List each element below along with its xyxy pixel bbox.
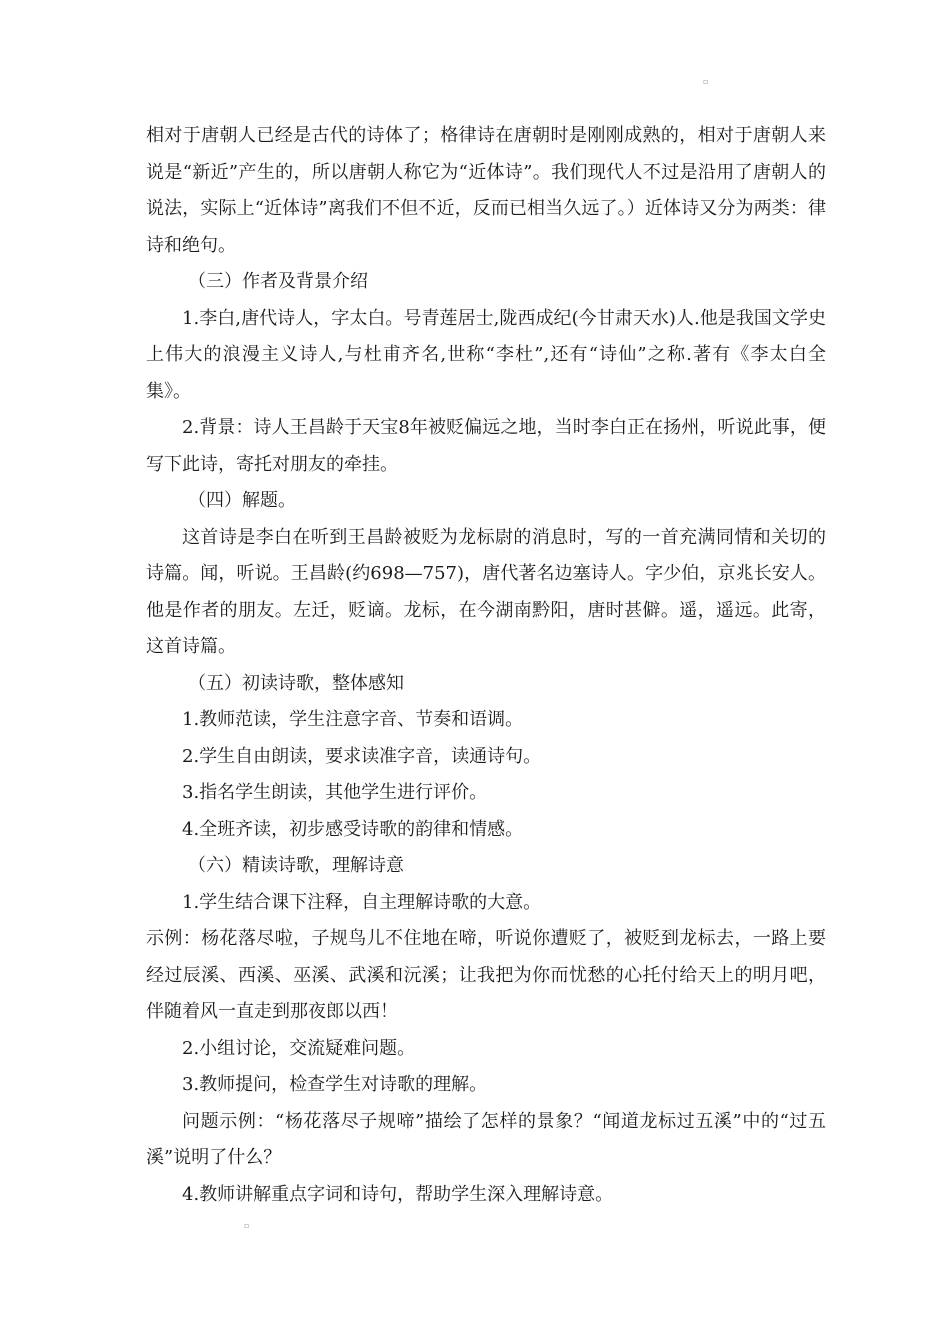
header-mark: ▫ [703, 77, 709, 86]
list-item-named-reading: 3.指名学生朗读，其他学生进行评价。 [182, 782, 488, 803]
section-heading-author-background: （三）作者及背景介绍 [188, 271, 368, 292]
list-item-class-reading: 4.全班齐读，初步感受诗歌的韵律和情感。 [182, 818, 524, 840]
list-item-group-discussion: 2.小组讨论，交流疑难问题。 [182, 1037, 416, 1059]
section-heading-first-reading: （五）初读诗歌，整体感知 [188, 672, 404, 694]
list-item-teacher-explanation: 4.教师讲解重点字词和诗句，帮助学生深入理解诗意。 [182, 1183, 614, 1205]
footer-mark: ▫ [244, 1221, 250, 1230]
list-item-self-study: 1.学生结合课下注释，自主理解诗歌的大意。 [182, 891, 542, 913]
paragraph-continuation: 相对于唐朝人已经是古代的诗体了；格律诗在唐朝时是刚刚成熟的，相对于唐朝人来说是“新近”产生的，所以唐朝人称它为“近体诗”。我们现代人不过是沿用了唐朝人的说法，实际上“近体诗”离我们不但不近，反而已相当久远了。）近体诗又分为两类：律诗和绝句。 [146, 125, 826, 256]
list-item-teacher-questions: 3.教师提问，检查学生对诗歌的理解。 [182, 1074, 488, 1095]
section-heading-title-explanation: （四）解题。 [188, 490, 296, 511]
document-body [146, 118, 826, 1213]
paragraph-author-intro: 1.李白,唐代诗人，字太白。号青莲居士,陇西成纪(今甘肃天水)人.他是我国文学史上伟大的浪漫主义诗人,与杜甫齐名,世称“李杜”,还有“诗仙”之称.著有《李太白全集》。 [146, 307, 826, 402]
list-item-teacher-reading: 1.教师范读，学生注意字音、节奏和语调。 [182, 709, 524, 730]
paragraph-background: 2.背景：诗人王昌龄于天宝8年被贬偏远之地，当时李白正在扬州，听说此事，便写下此诗，寄托对朋友的牵挂。 [146, 417, 826, 475]
list-item-free-reading: 2.学生自由朗读，要求读准字音，读通诗句。 [182, 745, 542, 767]
paragraph-title-explanation: 这首诗是李白在听到王昌龄被贬为龙标尉的消息时，写的一首充满同情和关切的诗篇。闻，听说。王昌龄(约698—757)，唐代著名边塞诗人。字少伯，京兆长安人。他是作者的朋友。左迁，贬谪。龙标，在今湖南黔阳，唐时甚僻。遥，遥远。此寄，这首诗篇。 [146, 526, 826, 657]
section-heading-close-reading: （六）精读诗歌，理解诗意 [188, 855, 404, 876]
paragraph-example-translation: 示例：杨花落尽啦，子规鸟儿不住地在啼，听说你遭贬了，被贬到龙标去，一路上要经过辰溪、西溪、巫溪、武溪和沅溪；让我把为你而忧愁的心托付给天上的明月吧，伴随着风一直走到那夜郎以西！ [146, 928, 826, 1022]
paragraph-question-examples: 问题示例：“杨花落尽子规啼”描绘了怎样的景象？“闻道龙标过五溪”中的“过五溪”说明了什么？ [146, 1110, 826, 1168]
